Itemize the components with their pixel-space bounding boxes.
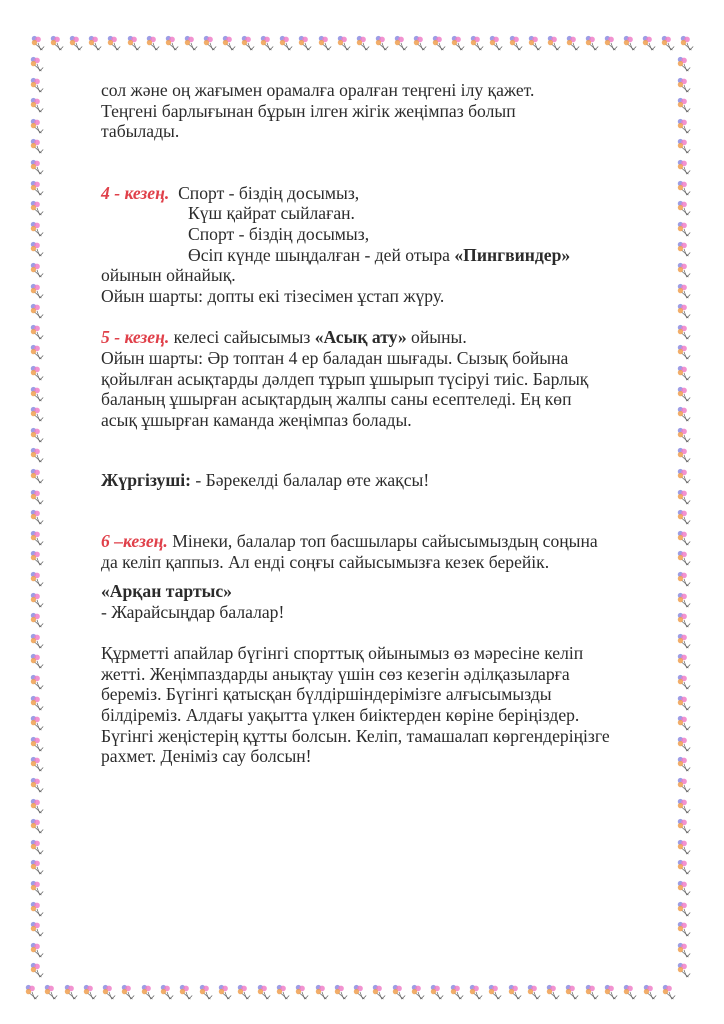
balloon-bunch-icon (622, 34, 638, 52)
balloon-bunch-icon (140, 983, 156, 1001)
balloon-bunch-icon (676, 282, 692, 300)
balloon-bunch-icon (676, 364, 692, 382)
balloon-bunch-icon (236, 983, 252, 1001)
balloon-bunch-icon (29, 961, 45, 979)
balloon-bunch-icon (660, 34, 676, 52)
balloon-bunch-icon (488, 34, 504, 52)
balloon-bunch-icon (198, 983, 214, 1001)
closing-line: рахмет. Деніміз сау болсын! (101, 746, 312, 767)
balloon-bunch-icon (679, 34, 695, 52)
stage-6-text: Мінеки, балалар топ басшылары сайысымыздың соңына (167, 530, 598, 551)
balloon-bunch-icon (676, 858, 692, 876)
closing-line: Бүгінгі жеңістерің құтты болсын. Келіп, тамашалап көргендеріңізге (101, 725, 610, 746)
verse-line: Өсіп күнде шыңдалған - дей отыра (188, 244, 455, 265)
balloon-bunch-icon (564, 983, 580, 1001)
balloon-bunch-icon (29, 529, 45, 547)
balloon-bunch-icon (29, 446, 45, 464)
stage-4-continuation: ойынын ойнайық. (101, 265, 236, 286)
balloon-bunch-icon (29, 323, 45, 341)
balloon-bunch-icon (676, 179, 692, 197)
balloon-bunch-icon (676, 302, 692, 320)
stage-5-rule: қойылған асықтарды дəлдеп тұрып ұшырып түсіруі тиіс. Барлық (101, 368, 589, 389)
balloon-bunch-icon (29, 652, 45, 670)
balloon-bunch-icon (29, 405, 45, 423)
balloon-bunch-icon (676, 158, 692, 176)
balloon-bunch-icon (676, 446, 692, 464)
document-body (101, 80, 671, 767)
balloon-bunch-icon (676, 797, 692, 815)
balloon-bunch-icon (676, 323, 692, 341)
host-text: - Бəрекелді балалар өте жақсы! (190, 470, 430, 491)
balloon-bunch-icon (43, 983, 59, 1001)
balloon-bunch-icon (29, 343, 45, 361)
balloon-bunch-icon (507, 983, 523, 1001)
balloon-bunch-icon (29, 549, 45, 567)
balloon-bunch-icon (29, 55, 45, 73)
balloon-bunch-icon (355, 34, 371, 52)
balloon-bunch-icon (29, 96, 45, 114)
balloon-bunch-icon (374, 34, 390, 52)
balloon-bunch-icon (676, 261, 692, 279)
balloon-bunch-icon (676, 632, 692, 650)
balloon-bunch-icon (508, 34, 524, 52)
balloon-bunch-icon (526, 983, 542, 1001)
speaker-label: Жүргізуші: (101, 470, 191, 491)
stage-4 (101, 183, 671, 307)
balloon-bunch-icon (178, 983, 194, 1001)
balloon-bunch-icon (275, 983, 291, 1001)
balloon-bunch-icon (393, 34, 409, 52)
cheer-line: - Жарайсыңдар балалар! (101, 601, 285, 622)
balloon-bunch-icon (29, 900, 45, 918)
game-name-asyk-atu: «Асық ату» (314, 327, 407, 348)
balloon-bunch-icon (106, 34, 122, 52)
balloon-bunch-icon (29, 76, 45, 94)
balloon-bunch-icon (24, 983, 40, 1001)
balloon-bunch-icon (676, 879, 692, 897)
balloon-bunch-icon (676, 467, 692, 485)
stage-6-text: да келіп қаппыз. Ал енді соңғы сайысымызға кезек берейік. (101, 551, 550, 572)
balloon-bunch-icon (469, 34, 485, 52)
balloon-bunch-icon (145, 34, 161, 52)
balloon-bunch-icon (29, 694, 45, 712)
balloon-bunch-icon (584, 983, 600, 1001)
balloon-bunch-icon (450, 34, 466, 52)
balloon-bunch-icon (676, 55, 692, 73)
balloon-bunch-icon (487, 983, 503, 1001)
intro-paragraph (101, 80, 671, 142)
balloon-bunch-icon (584, 34, 600, 52)
balloon-bunch-icon (49, 34, 65, 52)
closing-line: Құрметті апайлар бүгінгі спорттық ойынымыз өз мəресіне келіп (101, 643, 584, 664)
balloon-bunch-icon (676, 673, 692, 691)
balloon-bunch-icon (391, 983, 407, 1001)
verse-line: Күш қайрат сыйлаған. (188, 203, 355, 224)
balloon-bunch-icon (642, 983, 658, 1001)
balloon-bunch-icon (30, 34, 46, 52)
balloon-bunch-icon (431, 34, 447, 52)
balloon-bunch-icon (63, 983, 79, 1001)
balloon-bunch-icon (29, 611, 45, 629)
balloon-bunch-icon (29, 282, 45, 300)
balloon-bunch-icon (622, 983, 638, 1001)
balloon-bunch-icon (29, 817, 45, 835)
balloon-bunch-icon (278, 34, 294, 52)
balloon-bunch-icon (183, 34, 199, 52)
balloon-bunch-icon (29, 797, 45, 815)
stage-5 (101, 327, 671, 430)
verse-line: Спорт - біздің досымыз, (178, 182, 360, 203)
balloon-bunch-icon (676, 920, 692, 938)
balloon-bunch-icon (676, 117, 692, 135)
balloon-bunch-icon (202, 34, 218, 52)
balloon-bunch-icon (120, 983, 136, 1001)
balloon-bunch-icon (221, 34, 237, 52)
balloon-bunch-icon (676, 96, 692, 114)
balloon-bunch-icon (29, 879, 45, 897)
stage-6 (101, 531, 671, 622)
balloon-bunch-icon (294, 983, 310, 1001)
host-remark (101, 470, 671, 491)
balloon-bunch-icon (641, 34, 657, 52)
balloon-bunch-icon (676, 240, 692, 258)
balloon-bunch-icon (29, 220, 45, 238)
balloon-bunch-icon (29, 776, 45, 794)
balloon-bunch-icon (29, 735, 45, 753)
balloon-bunch-icon (676, 508, 692, 526)
balloon-bunch-icon (87, 34, 103, 52)
balloon-bunch-icon (676, 714, 692, 732)
balloon-bunch-icon (297, 34, 313, 52)
intro-line: Теңгені барлығынан бұрын ілген жігік жеңімпаз болып (101, 100, 516, 121)
closing-line: береміз. Бүгінгі қатысқан бүлдіршіндерімізге алғысымызды (101, 684, 552, 705)
balloon-bunch-icon (676, 611, 692, 629)
stage-6-label: 6 –кезең. (101, 530, 168, 551)
balloon-bunch-icon (29, 117, 45, 135)
closing-line: білдіреміз. Алдағы уақытта үлкен биіктерден көріне беріңіздер. (101, 705, 580, 726)
balloon-bunch-icon (82, 983, 98, 1001)
balloon-bunch-icon (29, 632, 45, 650)
balloon-bunch-icon (676, 76, 692, 94)
balloon-bunch-icon (527, 34, 543, 52)
balloon-bunch-icon (546, 34, 562, 52)
balloon-bunch-icon (29, 570, 45, 588)
balloon-bunch-icon (676, 694, 692, 712)
balloon-bunch-icon (676, 343, 692, 361)
balloon-bunch-icon (676, 591, 692, 609)
balloon-bunch-icon (29, 508, 45, 526)
balloon-bunch-icon (333, 983, 349, 1001)
balloon-bunch-icon (676, 199, 692, 217)
balloon-bunch-icon (159, 983, 175, 1001)
stage-5-rule: асық ұшырған каманда жеңімпаз болады. (101, 409, 412, 430)
balloon-bunch-icon (259, 34, 275, 52)
balloon-bunch-icon (676, 817, 692, 835)
balloon-bunch-icon (29, 467, 45, 485)
balloon-bunch-icon (410, 983, 426, 1001)
balloon-bunch-icon (29, 941, 45, 959)
balloon-bunch-icon (29, 240, 45, 258)
balloon-bunch-icon (429, 983, 445, 1001)
balloon-bunch-icon (29, 385, 45, 403)
balloon-bunch-icon (676, 735, 692, 753)
balloon-bunch-icon (68, 34, 84, 52)
balloon-bunch-icon (29, 137, 45, 155)
balloon-bunch-icon (371, 983, 387, 1001)
balloon-bunch-icon (676, 529, 692, 547)
balloon-bunch-icon (314, 983, 330, 1001)
balloon-bunch-icon (29, 755, 45, 773)
balloon-bunch-icon (29, 714, 45, 732)
balloon-bunch-icon (317, 34, 333, 52)
balloon-bunch-icon (468, 983, 484, 1001)
stage-5-rule: Ойын шарты: Əр топтан 4 ер баладан шығады. Сызық бойына (101, 347, 569, 368)
balloon-bunch-icon (164, 34, 180, 52)
balloon-bunch-icon (412, 34, 428, 52)
balloon-bunch-icon (217, 983, 233, 1001)
balloon-bunch-icon (29, 591, 45, 609)
balloon-bunch-icon (676, 941, 692, 959)
balloon-bunch-icon (676, 426, 692, 444)
balloon-bunch-icon (449, 983, 465, 1001)
balloon-bunch-icon (676, 755, 692, 773)
balloon-bunch-icon (676, 776, 692, 794)
balloon-bunch-icon (29, 261, 45, 279)
verse-line: Спорт - біздің досымыз, (188, 223, 370, 244)
closing-paragraph (101, 643, 671, 767)
balloon-bunch-icon (29, 302, 45, 320)
balloon-bunch-icon (352, 983, 368, 1001)
balloon-bunch-icon (29, 838, 45, 856)
game-name-arkan-tartys: «Арқан тартыс» (101, 581, 232, 602)
balloon-bunch-icon (29, 364, 45, 382)
balloon-bunch-icon (603, 983, 619, 1001)
balloon-bunch-icon (29, 920, 45, 938)
balloon-bunch-icon (126, 34, 142, 52)
balloon-bunch-icon (29, 199, 45, 217)
balloon-bunch-icon (676, 838, 692, 856)
balloon-bunch-icon (256, 983, 272, 1001)
balloon-bunch-icon (676, 652, 692, 670)
balloon-bunch-icon (101, 983, 117, 1001)
balloon-bunch-icon (603, 34, 619, 52)
game-name-penguins: «Пингвиндер» (454, 244, 571, 265)
balloon-bunch-icon (29, 858, 45, 876)
balloon-bunch-icon (29, 158, 45, 176)
balloon-bunch-icon (29, 179, 45, 197)
balloon-bunch-icon (676, 570, 692, 588)
balloon-bunch-icon (29, 426, 45, 444)
balloon-bunch-icon (29, 673, 45, 691)
stage-5-rule: баланың ұшырған асықтардың жалпы саны есептеледі. Ең көп (101, 389, 572, 410)
stage-5-text: келесі сайысымыз (169, 327, 315, 348)
balloon-bunch-icon (676, 385, 692, 403)
balloon-bunch-icon (565, 34, 581, 52)
balloon-bunch-icon (676, 549, 692, 567)
balloon-bunch-icon (661, 983, 677, 1001)
balloon-bunch-icon (676, 405, 692, 423)
balloon-bunch-icon (676, 900, 692, 918)
stage-5-label: 5 - кезең. (101, 327, 170, 348)
intro-line: сол жəне оң жағымен орамалға оралған теңгені ілу қажет. (101, 80, 535, 100)
balloon-bunch-icon (676, 137, 692, 155)
closing-line: жетті. Жеңімпаздарды анықтау үшін сөз кезегін əділқазыларға (101, 663, 570, 684)
balloon-bunch-icon (676, 961, 692, 979)
balloon-bunch-icon (676, 220, 692, 238)
balloon-bunch-icon (676, 488, 692, 506)
balloon-bunch-icon (336, 34, 352, 52)
intro-line: табылады. (101, 121, 180, 142)
balloon-bunch-icon (29, 488, 45, 506)
stage-4-rule: Ойын шарты: допты екі тізесімен ұстап жүру. (101, 285, 445, 306)
balloon-bunch-icon (240, 34, 256, 52)
stage-5-text: ойыны. (406, 327, 467, 348)
balloon-bunch-icon (545, 983, 561, 1001)
stage-4-label: 4 - кезең. (101, 182, 170, 203)
